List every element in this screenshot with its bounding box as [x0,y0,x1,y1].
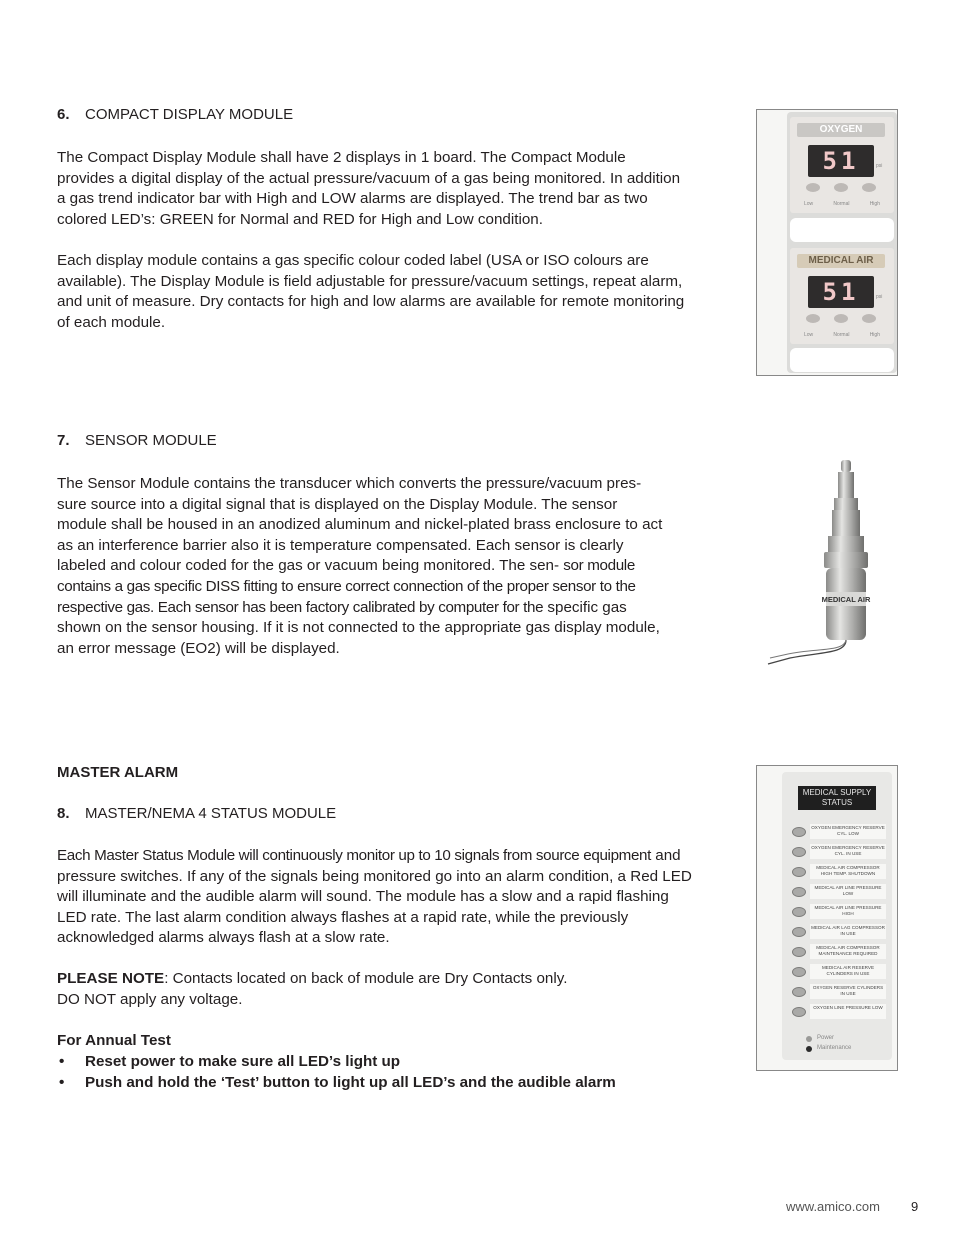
alarm-row [788,904,888,920]
list-item: • Push and hold the ‘Test’ button to light up all LED’s and the audible alarm [57,1073,616,1094]
digital-readout: 51 [808,276,874,308]
led-label: Normal [833,332,850,338]
section-6-heading [57,106,293,123]
alarm-label: MEDICAL AIR LAG COMPRESSOR IN USE [810,924,886,939]
alarm-led [792,867,806,877]
note-text: : Contacts located on back of module are Dry Contacts only. [164,970,568,987]
gas-label: OXYGEN [797,123,885,137]
paragraph-text: and pressure switches. If any of the signals being monitored go into an alarm condition, a Red LED will illuminate and the audible alarm will sound. The module has a slow and a rapid flashing LED rate. The last alarm condition always flashes at a rapid rate, while the previously acknowledged alarms always flash at a slow rate. [57,847,692,947]
digital-readout: 51 [808,145,874,177]
led-label: Low [804,332,814,338]
trend-leds [806,314,876,323]
alarm-label: MEDICAL AIR COMPRESSOR HIGH TEMP. SHUTDOWN [810,864,886,879]
alarm-label: OXYGEN LINE PRESSURE LOW [810,1004,886,1019]
section-8-paragraph [57,846,697,949]
alarm-led [792,907,806,917]
alarm-led [792,1007,806,1017]
alarm-row [788,824,888,840]
footer-url: www.amico.com [786,1199,880,1214]
power-indicator [806,1036,812,1042]
section-number: 6. [57,106,70,123]
alarm-row [788,944,888,960]
note-label: PLEASE NOTE [57,970,165,987]
section-6-paragraph-1: The Compact Display Module shall have 2 displays in 1 board. The Compact Module provides a digital display of the actual pressure/vacuum of a gas being monitored. In addition a gas trend indicator bar with High and LOW alarms are displayed. The trend bar as two colored LED’s: GREEN for Normal and RED for High and Low condition. [57,149,681,228]
page-number: 9 [911,1199,919,1214]
alarm-led [792,967,806,977]
alarm-led [792,827,806,837]
section-7-paragraph [57,474,667,659]
led-low [806,183,820,192]
alarm-led [792,927,806,937]
alarm-led [792,947,806,957]
paragraph-text: Each Master Status Module will continuously monitor up to 10 signals from source equipment [57,847,652,864]
alarm-led [792,887,806,897]
status-panel [782,772,892,1060]
alarm-row [788,1004,888,1020]
master-alarm-heading: MASTER ALARM [57,764,179,781]
sensor-module-image [760,458,900,673]
alarm-row [788,884,888,900]
paragraph-text: specific gas shown on the sensor housing. If it is not connected to the appropriate gas display module, an error message (EO2) will be displayed. [57,598,660,657]
note-line-2: DO NOT apply any voltage. [57,990,243,1008]
section-number: 7. [57,432,70,449]
sensor-label: MEDICAL AIR [821,595,871,604]
alarm-led [792,847,806,857]
unit-label: psi [876,163,883,169]
annual-test-heading: For Annual Test [57,1032,171,1049]
blank-label-slot [790,218,894,242]
section-number: 8. [57,805,70,822]
section-8-heading [57,805,336,822]
master-status-module-image [756,765,898,1071]
compact-display-module-image [756,109,898,376]
alarm-label: MEDICAL AIR LINE PRESSURE HIGH [810,904,886,919]
led-normal [834,314,848,323]
alarm-label: OXYGEN EMERGENCY RESERVE CYL. IN USE [810,844,886,859]
please-note [57,969,687,1010]
alarm-led [792,987,806,997]
led-high [862,314,876,323]
indicator-label: Maintenance [817,1045,852,1051]
trend-leds [806,183,876,192]
section-title: SENSOR MODULE [85,432,217,449]
led-label: High [869,332,880,338]
status-title: MEDICAL SUPPLY STATUS [798,786,876,810]
section-title: MASTER/NEMA 4 STATUS MODULE [85,805,337,822]
alarm-label: MEDICAL AIR LINE PRESSURE LOW [810,884,886,899]
alarm-label: MEDICAL AIR COMPRESSOR MAINTENANCE REQUIRED [810,944,886,959]
led-label: High [869,201,880,207]
unit-label: psi [876,294,883,300]
display-panel [790,248,894,344]
led-high [862,183,876,192]
alarm-label: OXYGEN RESERVE CYLINDERS IN USE [810,984,886,999]
alarm-row [788,864,888,880]
led-low [806,314,820,323]
maintenance-indicator [806,1046,812,1052]
led-normal [834,183,848,192]
paragraph-text: The Sensor Module contains the transducer which converts the pressure/vacuum pres-sure source into a digital signal that is displayed on the Display Module. The sensor module shall be housed in an anodized aluminum and nickel-plated brass enclosure to act as an interference barrier also it is temperature compensated. Each sensor is clearly labeled and colour coded for the gas or vacuum being monitored. The sen- [57,475,663,575]
display-bezel [787,112,897,373]
annual-test-list [57,1052,616,1093]
led-labels [804,201,880,207]
alarm-row [788,844,888,860]
led-label: Normal [833,201,850,207]
indicator-label: Power [817,1035,835,1041]
section-6-paragraph-2: Each display module contains a gas specific colour coded label (USA or ISO colours are available). The Display Module is field adjustable for pressure/vacuum settings, repeat alarm, and unit of measure. Dry contacts for high and low alarms are available for remote monitoring of each module. [57,252,685,331]
display-panel [790,117,894,213]
led-labels [804,332,880,338]
alarm-row [788,924,888,940]
gas-label: MEDICAL AIR [797,254,885,268]
list-item: • Reset power to make sure all LED’s light up [57,1052,616,1073]
alarm-label: MEDICAL AIR RESERVE CYLINDERS IN USE [810,964,886,979]
alarm-label: OXYGEN EMERGENCY RESERVE CYL. LOW [810,824,886,839]
section-7-heading [57,432,217,449]
alarm-row [788,984,888,1000]
paragraph-text: sor module contains a gas specific DISS fitting to ensure correct connection of the proper sensor to the respective gas. Each sensor has been factory calibrated by computer for the [57,557,636,616]
alarm-row [788,964,888,980]
led-label: Low [804,201,814,207]
blank-label-slot [790,348,894,372]
section-title: COMPACT DISPLAY MODULE [85,106,294,123]
